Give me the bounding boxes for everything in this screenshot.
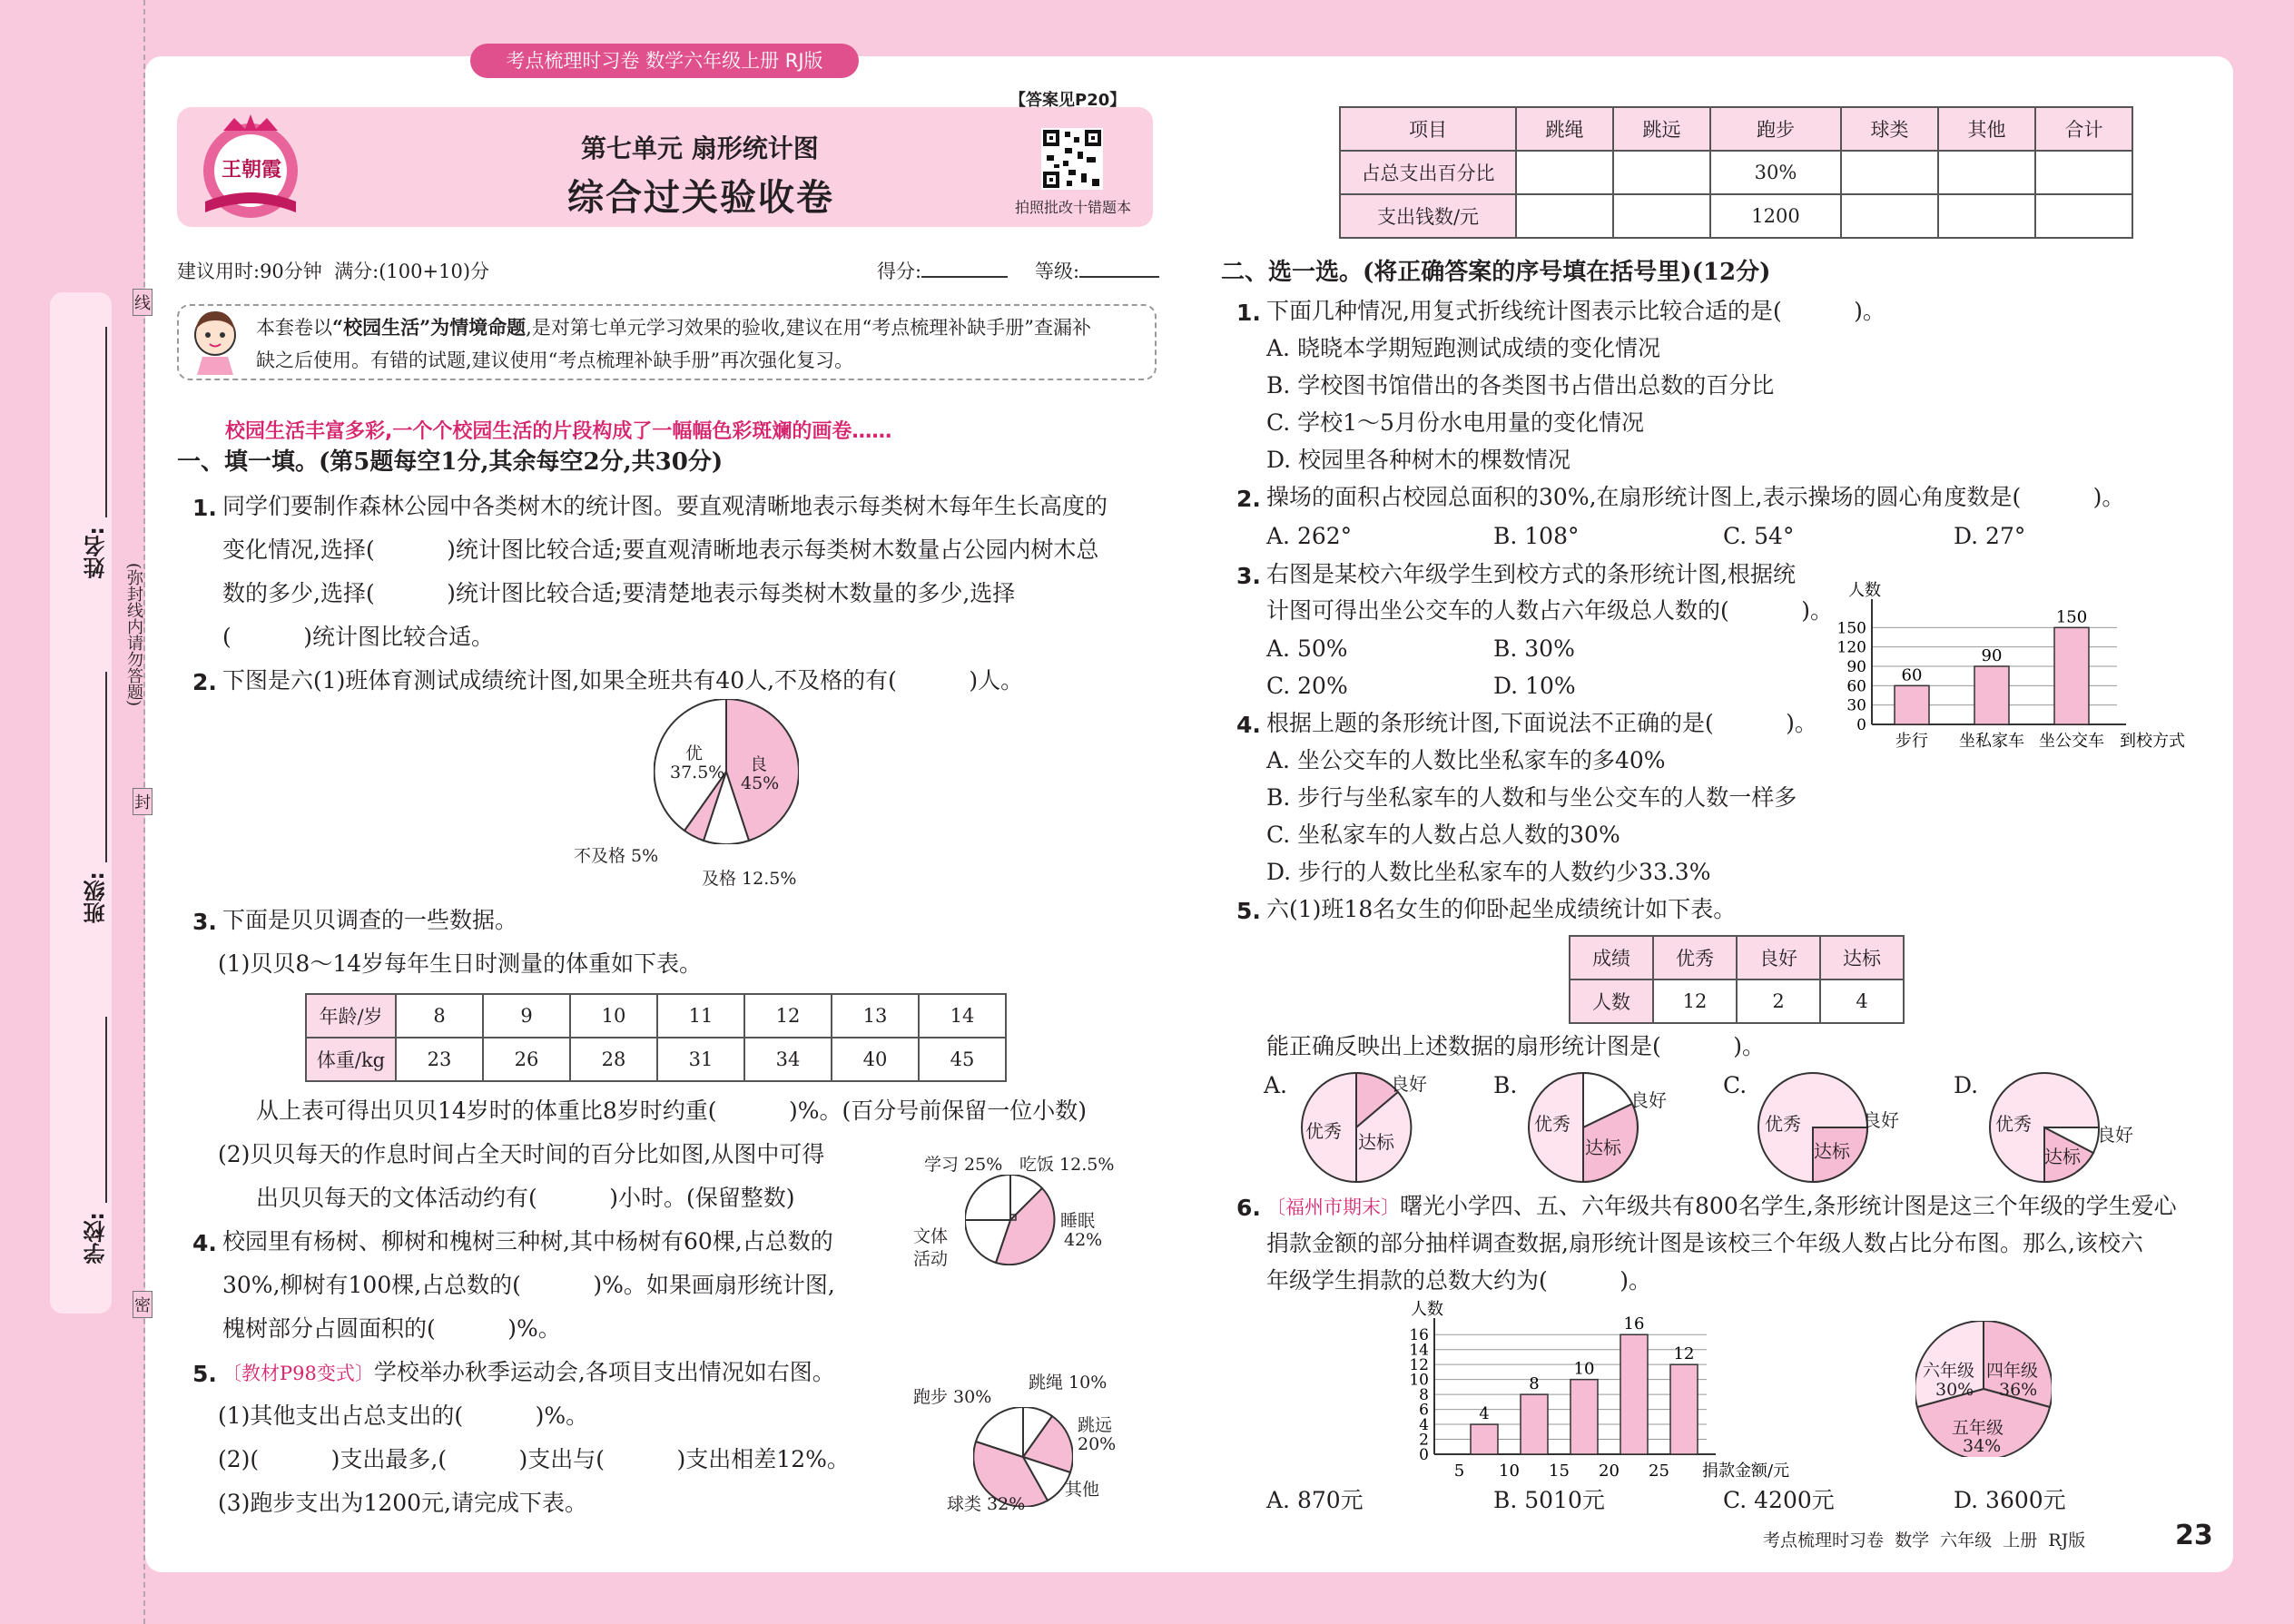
q1-1-num: 1. (192, 495, 217, 521)
pie-label-sleep-p: 42% (1064, 1230, 1103, 1250)
pie-chart-daily-schedule (965, 1175, 1056, 1265)
y-tick-label: 4 (1419, 1416, 1429, 1435)
bar-chart-commute (1825, 563, 2206, 753)
q1-2-num: 2. (192, 669, 217, 695)
situp-cell: 4 (1820, 979, 1904, 1023)
q1-5-p1: (1)其他支出占总支出的( )%。 (218, 1403, 589, 1429)
name-label: 姓名: (84, 527, 109, 579)
pie-label-four-p: 36% (1999, 1380, 2038, 1400)
q2-2-d[interactable]: D. 27° (1954, 523, 2026, 549)
situp-head: 优秀 (1653, 936, 1737, 979)
pie-label-bujige: 不及格 5% (574, 846, 659, 866)
age-cell: 9 (483, 994, 570, 1038)
expense-table (1339, 106, 2133, 239)
q2-2-c[interactable]: C. 54° (1723, 523, 1795, 549)
q2-1-num: 1. (1236, 300, 1261, 326)
x-axis-label: 捐款金额/元 (1702, 1462, 1790, 1481)
weight-cell: 34 (744, 1038, 832, 1081)
pie-b-liang: 良好 (1630, 1089, 1667, 1111)
expense-head: 项目 (1340, 107, 1516, 151)
q1-4-line1: 校园里有杨树、柳树和槐树三种树,其中杨树有60棵,占总数的 (222, 1228, 833, 1255)
series-bar: 考点梳理时习卷 数学六年级上册 RJ版 (470, 44, 859, 78)
q2-5-opt-c[interactable]: C. (1723, 1072, 1748, 1098)
q1-2-text: 下图是六(1)班体育测试成绩统计图,如果全班共有40人,不及格的有( )人。 (222, 667, 1024, 694)
expense-answer-cell[interactable] (1516, 194, 1613, 238)
qr-caption: 拍照批改十错题本 (1015, 199, 1132, 216)
exam-title: 综合过关验收卷 (567, 177, 834, 219)
expense-head: 跑步 (1710, 107, 1841, 151)
age-cell: 8 (396, 994, 483, 1038)
pie-b-you: 优秀 (1534, 1113, 1570, 1135)
q2-6-line2: 捐款金额的部分抽样调查数据,扇形统计图是该校三个年级人数占比分布图。那么,该校六 (1266, 1230, 2143, 1256)
weight-cell: 40 (832, 1038, 919, 1081)
q1-5-text: 学校举办秋季运动会,各项目支出情况如右图。 (373, 1359, 835, 1385)
pie-label-study: 学习 25% (924, 1155, 1003, 1175)
pie-label-you-p: 37.5% (670, 763, 725, 782)
q2-5-text2: 能正确反映出上述数据的扇形统计图是( )。 (1266, 1033, 1765, 1059)
pie-c-liang: 良好 (1863, 1109, 1899, 1131)
weight-cell: 28 (570, 1038, 657, 1081)
q2-1-d[interactable]: D. 校园里各种树木的棵数情况 (1266, 447, 1571, 473)
grade-label: 等级: (1035, 261, 1080, 282)
q2-3-d[interactable]: D. 10% (1493, 673, 1576, 699)
age-cell: 13 (832, 994, 919, 1038)
q2-6-tag: 〔福州市期末〕 (1266, 1196, 1400, 1218)
x-tick-label: 10 (1499, 1462, 1520, 1481)
note-line-2: 缺之后使用。有错的试题,建议使用“考点梳理补缺手册”再次强化复习。 (256, 349, 854, 371)
q1-3-p2b: 出贝贝每天的文体活动约有( )小时。(保留整数) (256, 1185, 795, 1211)
expense-answer-cell[interactable] (2035, 151, 2132, 194)
note-line-1 (256, 313, 1091, 340)
q2-3-a[interactable]: A. 50% (1266, 635, 1348, 662)
expense-answer-cell[interactable] (1841, 151, 1938, 194)
q1-3-p1b: 从上表可得出贝贝14岁时的体重比8岁时约重( )%。(百分号前保留一位小数) (256, 1097, 1087, 1124)
expense-cell: 1200 (1710, 194, 1841, 238)
pie-label-ball: 球类 32% (947, 1494, 1026, 1514)
y-tick-label: 60 (1846, 677, 1866, 696)
bar-value-label: 4 (1479, 1404, 1490, 1424)
expense-head: 其他 (1938, 107, 2035, 151)
x-axis-label: 到校方式 (2120, 732, 2185, 751)
expense-head: 合计 (2035, 107, 2132, 151)
q2-3-b[interactable]: B. 30% (1493, 635, 1575, 662)
q2-6-a[interactable]: A. 870元 (1266, 1487, 1364, 1513)
bar (1620, 1334, 1648, 1454)
situp-cell: 2 (1737, 979, 1820, 1023)
y-tick-label: 2 (1419, 1431, 1429, 1450)
q1-5-line (222, 1361, 835, 1383)
seal-char-mi: 密 (133, 1291, 153, 1318)
q2-4-b[interactable]: B. 步行与坐私家车的人数和与坐公交车的人数一样多 (1266, 784, 1797, 811)
y-tick-label: 16 (1409, 1326, 1429, 1345)
expense-row1-head: 占总支出百分比 (1340, 151, 1516, 194)
weight-cell: 45 (919, 1038, 1006, 1081)
bar (1670, 1364, 1698, 1454)
expense-answer-cell[interactable] (1613, 194, 1710, 238)
q2-4-a[interactable]: A. 坐公交车的人数比坐私家车的多40% (1266, 747, 1666, 773)
q2-6-line1 (1266, 1195, 2177, 1217)
note-1b: “校园生活”为情境命题 (332, 316, 527, 339)
bar (2054, 627, 2089, 724)
pie-label-liang: 良 (750, 754, 768, 774)
y-tick-label: 120 (1836, 638, 1866, 657)
q2-5-opt-d[interactable]: D. (1954, 1072, 1979, 1098)
section-1-title: 一、填一填。(第5题每空1分,其余每空2分,共30分) (177, 448, 724, 476)
pie-label-jige: 及格 12.5% (702, 869, 797, 889)
bar-value-label: 60 (1901, 665, 1923, 685)
q1-4-line3: 槐树部分占圆面积的( )%。 (222, 1315, 561, 1342)
q1-5-num: 5. (192, 1361, 217, 1387)
y-tick-label: 14 (1409, 1341, 1429, 1360)
q2-2-num: 2. (1236, 486, 1261, 512)
pie-label-act1: 文体 (913, 1226, 949, 1246)
q2-6-num: 6. (1236, 1195, 1261, 1221)
pie-a-liang: 良好 (1391, 1073, 1427, 1095)
seal-char-feng: 封 (133, 788, 153, 815)
class-label: 班级: (84, 871, 109, 924)
footer-text: 考点梳理时习卷 数学 六年级 上册 RJ版 (1763, 1530, 2086, 1550)
note-1a: 本套卷以 (256, 317, 332, 339)
pie-a-you: 优秀 (1305, 1120, 1342, 1142)
q2-1-b[interactable]: B. 学校图书馆借出的各类图书占借出总数的百分比 (1266, 372, 1775, 399)
weight-cell: 26 (483, 1038, 570, 1081)
weight-table-age-head: 年龄/岁 (306, 994, 396, 1038)
expense-answer-cell[interactable] (1841, 194, 1938, 238)
pie-label-sleep: 睡眠 (1060, 1211, 1096, 1231)
x-tick-label: 步行 (1895, 732, 1928, 751)
x-tick-label: 20 (1599, 1462, 1620, 1481)
bar-value-label: 10 (1573, 1359, 1595, 1379)
q2-4-c[interactable]: C. 坐私家车的人数占总人数的30% (1266, 822, 1620, 848)
q2-2-a[interactable]: A. 262° (1266, 523, 1353, 549)
q2-5-text: 六(1)班18名女生的仰卧起坐成绩统计如下表。 (1266, 896, 1737, 922)
bar-value-label: 150 (2055, 607, 2088, 627)
bar (1895, 685, 1929, 724)
expense-cell: 30% (1710, 151, 1841, 194)
q2-5-num: 5. (1236, 898, 1261, 924)
q1-3-p1: (1)贝贝8～14岁每年生日时测量的体重如下表。 (218, 950, 703, 977)
weight-cell: 23 (396, 1038, 483, 1081)
pie-label-six: 六年级 (1923, 1361, 1975, 1381)
q2-1-c[interactable]: C. 学校1～5月份水电用量的变化情况 (1266, 409, 1644, 436)
x-tick-label: 坐公交车 (2039, 732, 2104, 751)
q2-6-line3: 年级学生捐款的总数大约为( )。 (1266, 1267, 1651, 1294)
time-info: 建议用时:90分钟 满分:(100+10)分 (177, 261, 490, 282)
age-cell: 12 (744, 994, 832, 1038)
q2-1-a[interactable]: A. 晓晓本学期短跑测试成绩的变化情况 (1266, 335, 1660, 361)
pie-label-jump2: 20% (1078, 1434, 1117, 1454)
bar-value-label: 8 (1529, 1374, 1540, 1394)
q2-4-text: 根据上题的条形统计图,下面说法不正确的是( )。 (1266, 710, 1817, 736)
expense-head: 跳绳 (1516, 107, 1613, 151)
situp-head: 成绩 (1570, 936, 1653, 979)
x-tick-label: 15 (1549, 1462, 1570, 1481)
unit-title: 第七单元 扇形统计图 (581, 133, 819, 163)
bar-value-label: 16 (1623, 1314, 1645, 1334)
pie-d-da: 达标 (2044, 1146, 2081, 1167)
q2-6-b[interactable]: B. 5010元 (1493, 1487, 1605, 1513)
q1-1-line2: 变化情况,选择( )统计图比较合适;要直观清晰地表示每类树木数量占公园内树木总 (222, 536, 1099, 563)
q1-1-line1: 同学们要制作森林公园中各类树木的统计图。要直观清晰地表示每类树木每年生长高度的 (222, 493, 1108, 519)
pie-b-da: 达标 (1585, 1137, 1621, 1158)
situp-row-head: 人数 (1570, 979, 1653, 1023)
qr-code[interactable] (1041, 128, 1103, 190)
q2-3-num: 3. (1236, 563, 1261, 589)
situp-cell: 12 (1653, 979, 1737, 1023)
pie-label-five: 五年级 (1952, 1418, 2004, 1438)
x-tick-label: 坐私家车 (1959, 732, 2024, 751)
pie-label-other: 其他 (1065, 1480, 1100, 1500)
pie-label-run: 跑步 30% (913, 1387, 992, 1407)
q2-2-text: 操场的面积占校园总面积的30%,在扇形统计图上,表示操场的圆心角度数是( )。 (1266, 484, 2125, 510)
school-label: 学校: (84, 1212, 109, 1265)
pie-d-you: 优秀 (1995, 1113, 2032, 1135)
expense-answer-cell[interactable] (1938, 194, 2035, 238)
pie-label-eat: 吃饭 12.5% (1019, 1155, 1115, 1175)
page-number: 23 (2175, 1520, 2213, 1551)
q2-3-line1: 右图是某校六年级学生到校方式的条形统计图,根据统 (1266, 561, 1796, 587)
pie-label-jump1: 跳远 (1078, 1415, 1113, 1435)
y-tick-label: 150 (1836, 619, 1866, 638)
x-tick-label: 25 (1649, 1462, 1669, 1481)
score-label: 得分: (877, 261, 922, 282)
seal-strip (50, 292, 112, 1314)
answer-reference: 【答案见P20】 (1009, 91, 1127, 110)
logo-text: 王朝霞 (221, 158, 281, 182)
q1-4-line2: 30%,柳树有100棵,占总数的( )%。如果画扇形统计图, (222, 1272, 835, 1298)
score-field[interactable] (877, 257, 1008, 284)
age-cell: 10 (570, 994, 657, 1038)
bar-chart-donation (1380, 1300, 1834, 1481)
y-tick-label: 90 (1846, 658, 1866, 676)
pie-d-liang: 良好 (2097, 1124, 2133, 1146)
y-axis-label: 人数 (1848, 581, 1881, 600)
weight-table (305, 993, 1007, 1082)
pie-label-liang-p: 45% (741, 773, 780, 793)
school-line[interactable] (105, 1017, 107, 1203)
q1-1-line4: ( )统计图比较合适。 (222, 624, 494, 650)
age-cell: 11 (657, 994, 744, 1038)
q2-6-c[interactable]: C. 4200元 (1723, 1487, 1835, 1513)
pie-label-four: 四年级 (1986, 1361, 2039, 1381)
pie-label-six-p: 30% (1935, 1380, 1974, 1400)
expense-answer-cell[interactable] (1938, 151, 2035, 194)
bar (1521, 1394, 1548, 1454)
name-line[interactable] (105, 327, 107, 517)
q2-4-d[interactable]: D. 步行的人数比坐私家车的人数约少33.3% (1266, 859, 1711, 885)
bar-value-label: 90 (1981, 646, 2003, 665)
pie-label-five-p: 34% (1963, 1436, 2002, 1456)
expense-row2-head: 支出钱数/元 (1340, 194, 1516, 238)
class-line[interactable] (105, 672, 107, 862)
q1-5-p3: (3)跑步支出为1200元,请完成下表。 (218, 1490, 587, 1516)
bar (1471, 1424, 1498, 1454)
q1-3-text: 下面是贝贝调查的一些数据。 (222, 907, 518, 933)
seal-warning: (弥封线内请勿答题) (124, 563, 143, 707)
weight-table-weight-head: 体重/kg (306, 1038, 396, 1081)
bar-value-label: 12 (1673, 1344, 1695, 1364)
q2-4-num: 4. (1236, 712, 1261, 738)
y-tick-label: 0 (1856, 716, 1866, 734)
q2-6-l1: 曙光小学四、五、六年级共有800名学生,条形统计图是这三个年级的学生爱心 (1400, 1193, 2177, 1219)
x-tick-label: 5 (1453, 1462, 1465, 1481)
q2-6-d[interactable]: D. 3600元 (1954, 1487, 2066, 1513)
age-cell: 14 (919, 994, 1006, 1038)
q1-5-tag: 〔教材P98变式〕 (222, 1363, 374, 1384)
y-tick-label: 10 (1409, 1371, 1429, 1390)
situp-head: 达标 (1820, 936, 1904, 979)
y-tick-label: 6 (1419, 1401, 1429, 1420)
q2-5-opt-a[interactable]: A. (1264, 1072, 1288, 1098)
bar (1974, 666, 2009, 724)
pie-a-da: 达标 (1358, 1131, 1394, 1153)
situp-head: 良好 (1737, 936, 1820, 979)
weight-cell: 31 (657, 1038, 744, 1081)
pie-c-you: 优秀 (1765, 1113, 1801, 1135)
expense-answer-cell[interactable] (1613, 151, 1710, 194)
y-tick-label: 12 (1409, 1356, 1429, 1375)
q1-1-line3: 数的多少,选择( )统计图比较合适;要清楚地表示每类树木数量的多少,选择 (222, 580, 1016, 606)
pie-label-you: 优 (685, 743, 704, 763)
expense-head: 球类 (1841, 107, 1938, 151)
intro-line: 校园生活丰富多彩,一个个校园生活的片段构成了一幅幅色彩斑斓的画卷…… (225, 420, 892, 443)
expense-answer-cell[interactable] (2035, 194, 2132, 238)
pie-label-act2: 活动 (913, 1249, 949, 1269)
q1-4-num: 4. (192, 1230, 217, 1256)
q2-3-c[interactable]: C. 20% (1266, 673, 1348, 699)
q1-5-p2: (2)( )支出最多,( )支出与( )支出相差12%。 (218, 1446, 850, 1472)
q2-2-b[interactable]: B. 108° (1493, 523, 1580, 549)
pie-label-rope: 跳绳 10% (1029, 1373, 1108, 1393)
q1-3-num: 3. (192, 909, 217, 935)
y-tick-label: 0 (1419, 1446, 1429, 1464)
bar (1570, 1380, 1598, 1454)
q2-1-text: 下面几种情况,用复式折线统计图表示比较合适的是( )。 (1266, 298, 1885, 324)
q2-5-opt-b[interactable]: B. (1493, 1072, 1518, 1098)
y-tick-label: 8 (1419, 1386, 1429, 1405)
q1-3-p2a: (2)贝贝每天的作息时间占全天时间的百分比如图,从图中可得 (218, 1141, 825, 1167)
section-2-title: 二、选一选。(将正确答案的序号填在括号里)(12分) (1221, 259, 1771, 286)
y-axis-label: 人数 (1411, 1300, 1443, 1319)
y-tick-label: 30 (1846, 696, 1866, 715)
expense-head: 跳远 (1613, 107, 1710, 151)
girl-icon (186, 304, 244, 379)
grade-field[interactable] (1035, 257, 1159, 284)
note-1c: ,是对第七单元学习效果的验收,建议在用“考点梳理补缺手册”查漏补 (526, 317, 1091, 339)
seal-char-xian: 线 (133, 289, 153, 316)
expense-answer-cell[interactable] (1516, 151, 1613, 194)
situp-table (1569, 935, 1905, 1024)
q2-3-line2: 计图可得出坐公交车的人数占六年级总人数的( )。 (1266, 597, 1833, 624)
pie-c-da: 达标 (1814, 1140, 1850, 1162)
